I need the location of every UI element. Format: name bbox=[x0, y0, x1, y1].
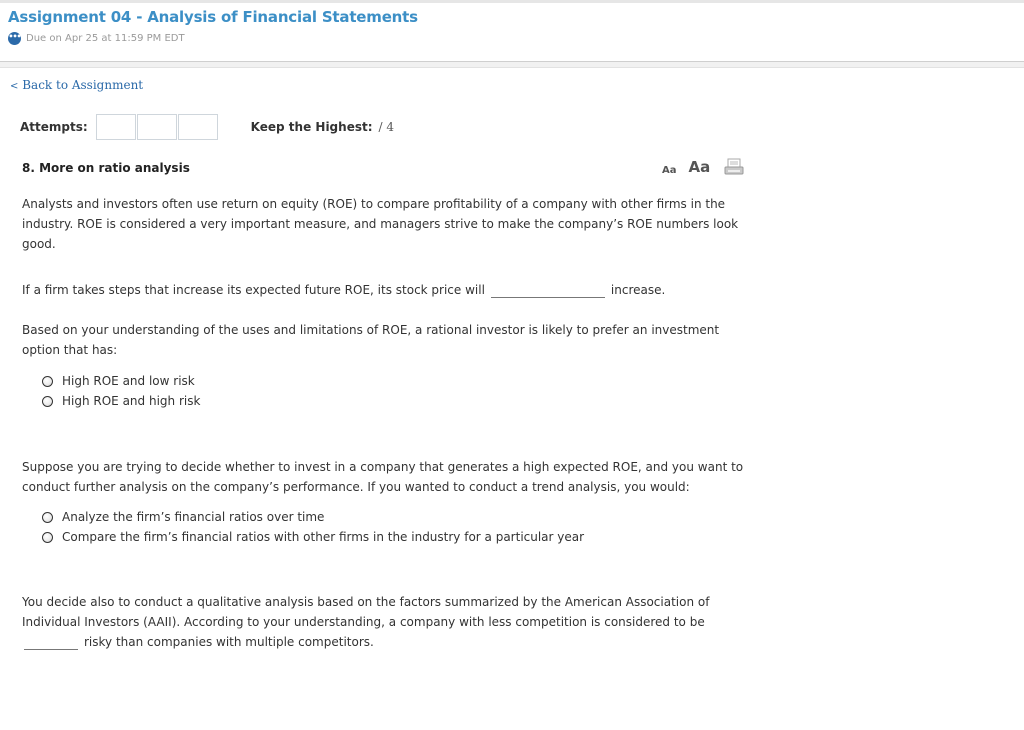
decrease-font-button[interactable]: Aa bbox=[662, 165, 677, 176]
radio-button[interactable] bbox=[42, 396, 53, 407]
attempt-box-3 bbox=[178, 114, 218, 140]
question-3 bbox=[22, 457, 752, 547]
attempts-label: Attempts: bbox=[20, 120, 88, 134]
due-date-text: Due on Apr 25 at 11:59 PM EDT bbox=[26, 33, 185, 44]
q3-option-1[interactable] bbox=[42, 507, 752, 527]
q2-option-1[interactable] bbox=[42, 371, 752, 391]
question-1-text: If a firm takes steps that increase its expected future ROE, its stock price will bbox=[22, 283, 485, 297]
attempt-box-2 bbox=[137, 114, 177, 140]
q2-option-2-label: High ROE and high risk bbox=[62, 394, 201, 408]
radio-button[interactable] bbox=[42, 512, 53, 523]
question-2-prompt: Based on your understanding of the uses and limitations of ROE, a rational investor is likely to prefer an investment option that has: bbox=[22, 323, 720, 357]
question-1 bbox=[22, 280, 752, 300]
question-4 bbox=[22, 592, 752, 652]
question-1-after: increase. bbox=[610, 283, 666, 297]
q3-option-2[interactable] bbox=[42, 527, 752, 547]
risk-dropdown[interactable] bbox=[24, 635, 78, 650]
text-tools bbox=[662, 158, 744, 176]
assignment-title: Assignment 04 - Analysis of Financial Statements bbox=[8, 8, 418, 26]
chevron-left-icon: < bbox=[10, 81, 19, 92]
keep-highest-label: Keep the Highest: bbox=[250, 120, 373, 134]
q3-option-1-label: Analyze the firm’s financial ratios over time bbox=[62, 510, 325, 524]
question-4-after: risky than companies with multiple competitors. bbox=[84, 635, 374, 649]
q3-option-2-label: Compare the firm’s financial ratios with other firms in the industry for a particular year bbox=[62, 530, 585, 544]
attempts-row bbox=[20, 114, 394, 140]
q2-option-2[interactable] bbox=[42, 391, 752, 411]
question-title: 8. More on ratio analysis bbox=[22, 161, 190, 175]
radio-button[interactable] bbox=[42, 532, 53, 543]
question-4-text: You decide also to conduct a qualitative analysis based on the factors summarized by the American Association of Individual Investors (AAII). According to your understanding, a company with less competition is considered to be bbox=[22, 595, 710, 629]
header-separator bbox=[0, 62, 1024, 68]
q2-option-1-label: High ROE and low risk bbox=[62, 374, 195, 388]
print-icon[interactable] bbox=[724, 158, 744, 176]
attempt-box-1 bbox=[96, 114, 136, 140]
more-icon: ••• bbox=[8, 32, 21, 45]
back-link-label: Back to Assignment bbox=[22, 78, 144, 92]
question-2 bbox=[22, 320, 752, 411]
question-3-prompt: Suppose you are trying to decide whether to invest in a company that generates a high expected ROE, and you want to conduct further analysis on the company’s performance. If you wanted to conduct a trend analysis, you would: bbox=[22, 460, 744, 494]
increase-font-button[interactable]: Aa bbox=[688, 158, 711, 176]
keep-highest-value: / 4 bbox=[378, 120, 395, 134]
back-to-assignment-link[interactable] bbox=[10, 78, 143, 92]
radio-button[interactable] bbox=[42, 376, 53, 387]
stock-price-dropdown[interactable] bbox=[491, 283, 605, 298]
assignment-header bbox=[0, 3, 1024, 62]
due-date bbox=[8, 32, 1016, 45]
question-intro: Analysts and investors often use return on equity (ROE) to compare profitability of a company with other firms in the industry. ROE is considered a very important measure, and managers strive to make the company’s ROE numbers look good. bbox=[22, 197, 739, 251]
